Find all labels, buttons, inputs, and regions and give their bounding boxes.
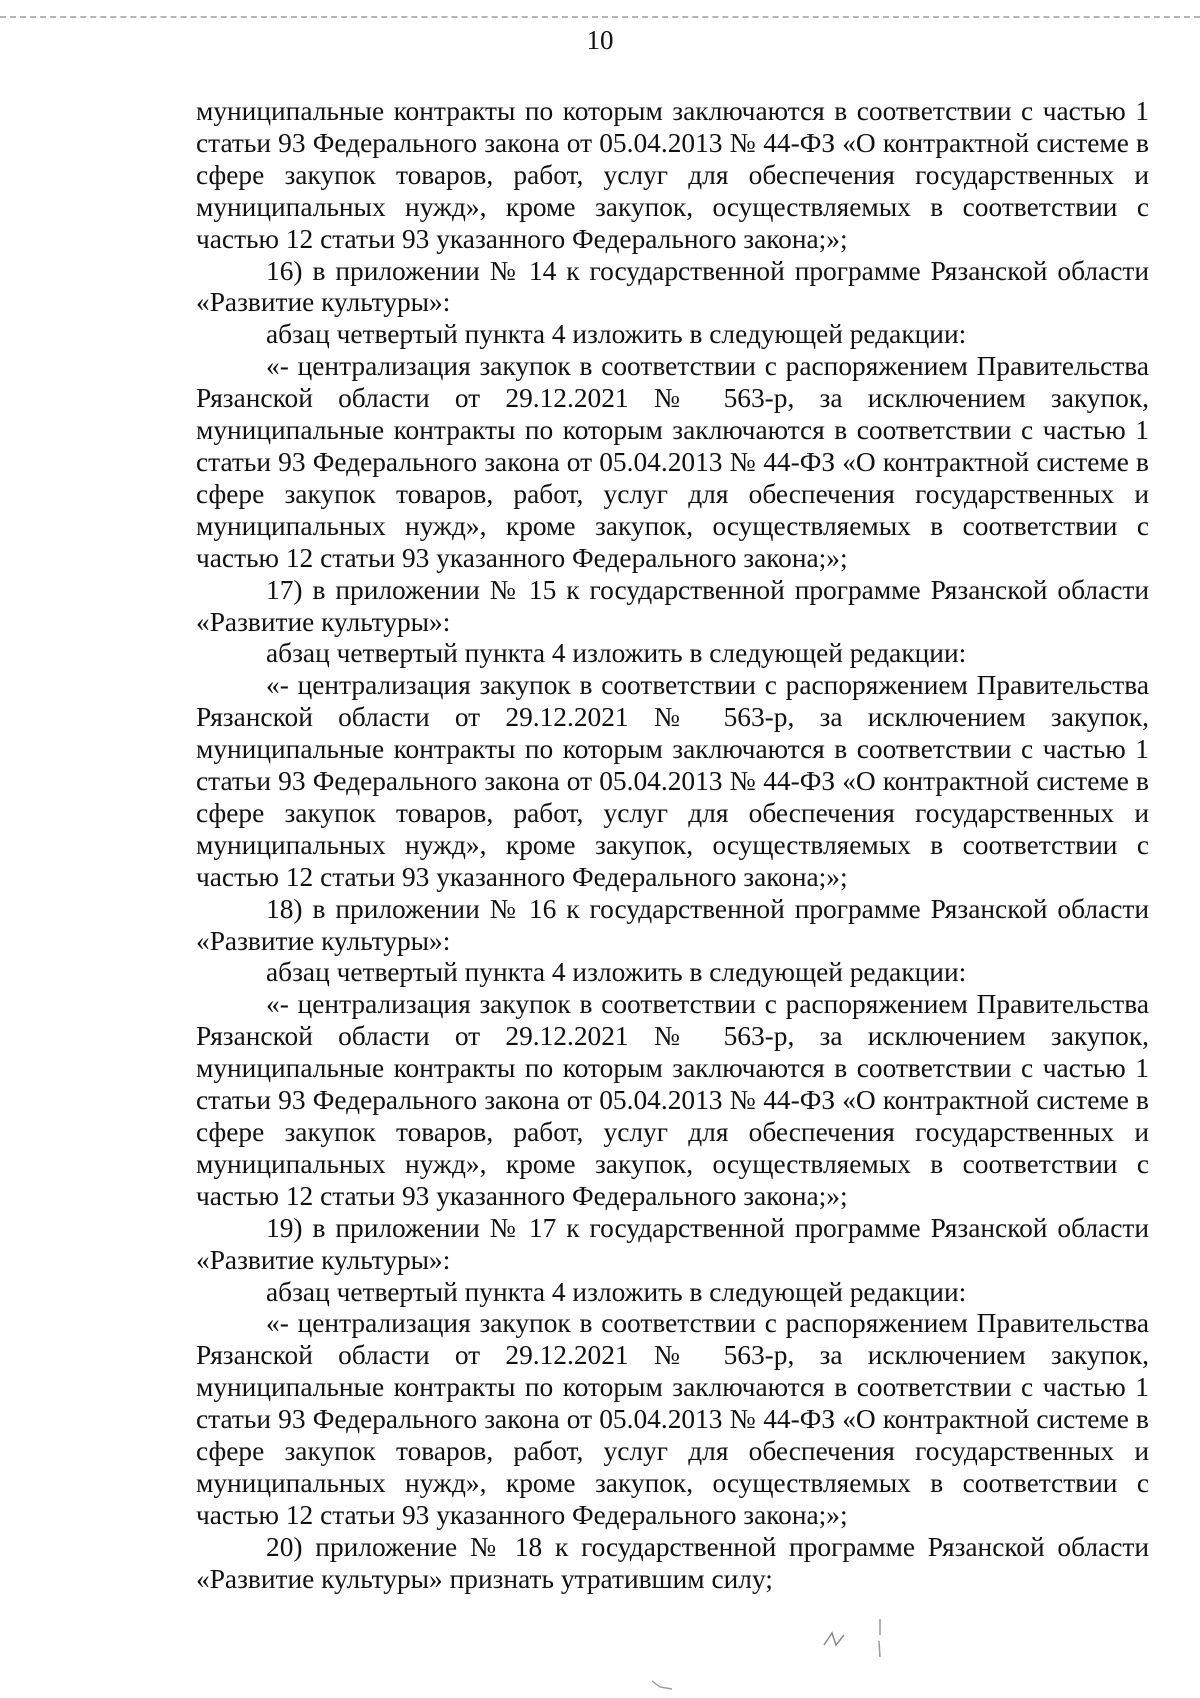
document-body	[196, 96, 1149, 1596]
paragraph-amendment: «- централизация закупок в соответствии с распоряжением Правительства Рязанской области от 29.12.2021 № 563-р, за исключением закупок, муниципальные контракты по которым заключаются в соответствии с частью 1 статьи 93 Федерального закона от 05.04.2013 № 44-ФЗ «О контрактной системе в сфере закупок товаров, работ, услуг для обеспечения государственных и муниципальных нужд», кроме закупок, осуществляемых в соответствии с частью 12 статьи 93 указанного Федерального закона;»;	[196, 989, 1149, 1211]
paragraph-continuation: муниципальные контракты по которым заключаются в соответствии с частью 1 статьи 93 Федерального закона от 05.04.2013 № 44-ФЗ «О контрактной системе в сфере закупок товаров, работ, услуг для обеспечения государственных и муниципальных нужд», кроме закупок, осуществляемых в соответствии с частью 12 статьи 93 указанного Федерального закона;»;	[196, 96, 1149, 254]
paragraph-amendment: «- централизация закупок в соответствии с распоряжением Правительства Рязанской области от 29.12.2021 № 563-р, за исключением закупок, муниципальные контракты по которым заключаются в соответствии с частью 1 статьи 93 Федерального закона от 05.04.2013 № 44-ФЗ «О контрактной системе в сфере закупок товаров, работ, услуг для обеспечения государственных и муниципальных нужд», кроме закупок, осуществляемых в соответствии с частью 12 статьи 93 указанного Федерального закона;»;	[196, 1308, 1149, 1530]
paragraph-instruction: абзац четвертый пункта 4 изложить в следующей редакции:	[266, 1276, 967, 1307]
page-number: 10	[586, 25, 614, 55]
paragraph-amendment: «- централизация закупок в соответствии с распоряжением Правительства Рязанской области от 29.12.2021 № 563-р, за исключением закупок, муниципальные контракты по которым заключаются в соответствии с частью 1 статьи 93 Федерального закона от 05.04.2013 № 44-ФЗ «О контрактной системе в сфере закупок товаров, работ, услуг для обеспечения государственных и муниципальных нужд», кроме закупок, осуществляемых в соответствии с частью 12 статьи 93 указанного Федерального закона;»;	[196, 351, 1149, 573]
scan-speck	[650, 1675, 690, 1695]
paragraph-item-16: 16) в приложении № 14 к государственной программе Рязанской области «Развитие культуры»:	[196, 255, 1149, 318]
paragraph-instruction: абзац четвертый пункта 4 изложить в следующей редакции:	[266, 957, 967, 988]
scan-edge-line	[0, 16, 1200, 18]
paragraph-item-17: 17) в приложении № 15 к государственной программе Рязанской области «Развитие культуры»:	[196, 574, 1149, 637]
paragraph-amendment: «- централизация закупок в соответствии с распоряжением Правительства Рязанской области от 29.12.2021 № 563-р, за исключением закупок, муниципальные контракты по которым заключаются в соответствии с частью 1 статьи 93 Федерального закона от 05.04.2013 № 44-ФЗ «О контрактной системе в сфере закупок товаров, работ, услуг для обеспечения государственных и муниципальных нужд», кроме закупок, осуществляемых в соответствии с частью 12 статьи 93 указанного Федерального закона;»;	[196, 670, 1149, 892]
handwritten-mark	[810, 1615, 890, 1665]
paragraph-instruction: абзац четвертый пункта 4 изложить в следующей редакции:	[266, 638, 967, 669]
paragraph-item-18: 18) в приложении № 16 к государственной программе Рязанской области «Развитие культуры»:	[196, 893, 1149, 956]
paragraph-item-20: 20) приложение № 18 к государственной программе Рязанской области «Развитие культуры» признать утратившим силу;	[196, 1531, 1149, 1594]
paragraph-item-19: 19) в приложении № 17 к государственной программе Рязанской области «Развитие культуры»:	[196, 1212, 1149, 1275]
paragraph-instruction: абзац четвертый пункта 4 изложить в следующей редакции:	[266, 319, 967, 350]
